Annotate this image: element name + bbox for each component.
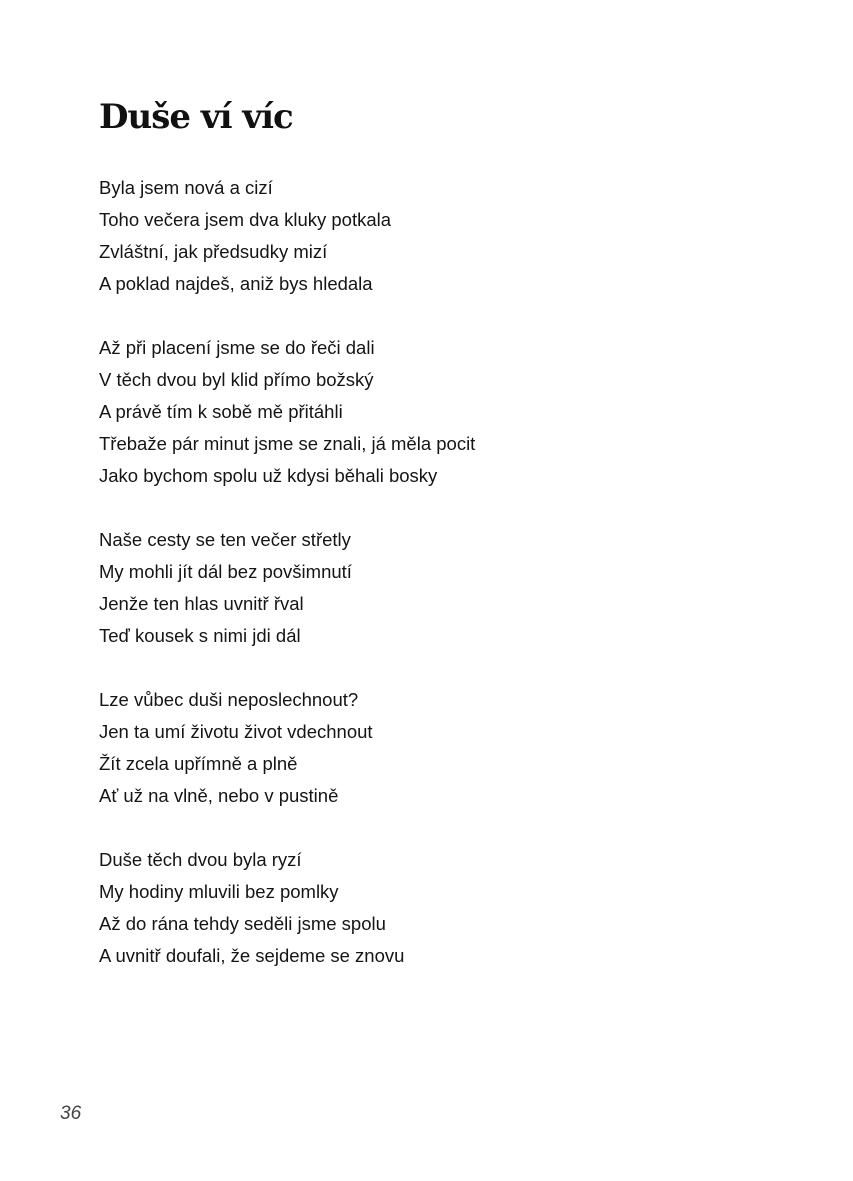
poem-line: A uvnitř doufali, že sejdeme se znovu (99, 945, 405, 966)
poem-line: Až do rána tehdy seděli jsme spolu (99, 913, 386, 934)
poem-line: Lze vůbec duši neposlechnout? (99, 689, 359, 710)
poem-line: Třebaže pár minut jsme se znali, já měla pocit (99, 433, 476, 454)
poem-line: V těch dvou byl klid přímo božský (99, 369, 374, 390)
poem-line: My hodiny mluvili bez pomlky (99, 881, 339, 902)
poem-line: Naše cesty se ten večer střetly (99, 529, 351, 550)
poem-body (99, 172, 799, 1004)
stanza-1 (99, 172, 799, 300)
poem-line: Byla jsem nová a cizí (99, 177, 273, 198)
stanza-2 (99, 332, 799, 492)
poem-line: Jen ta umí životu život vdechnout (99, 721, 373, 742)
page-number: 36 (60, 1103, 82, 1124)
poem-line: Jenže ten hlas uvnitř řval (99, 593, 304, 614)
poem-line: Až při placení jsme se do řeči dali (99, 337, 375, 358)
poem-line: My mohli jít dál bez povšimnutí (99, 561, 352, 582)
poem-title: Duše ví víc (99, 97, 293, 137)
poem-line: Toho večera jsem dva kluky potkala (99, 209, 392, 230)
poem-line: Ať už na vlně, nebo v pustině (99, 785, 339, 806)
poem-line: Žít zcela upřímně a plně (99, 753, 298, 774)
poem-line: Teď kousek s nimi jdi dál (99, 625, 301, 646)
poem-line: A poklad najdeš, aniž bys hledala (99, 273, 373, 294)
stanza-4 (99, 684, 799, 812)
stanza-3 (99, 524, 799, 652)
stanza-5 (99, 844, 799, 972)
poem-line: Duše těch dvou byla ryzí (99, 849, 302, 870)
poem-line: Zvláštní, jak předsudky mizí (99, 241, 328, 262)
poem-line: Jako bychom spolu už kdysi běhali bosky (99, 465, 438, 486)
poem-line: A právě tím k sobě mě přitáhli (99, 401, 343, 422)
